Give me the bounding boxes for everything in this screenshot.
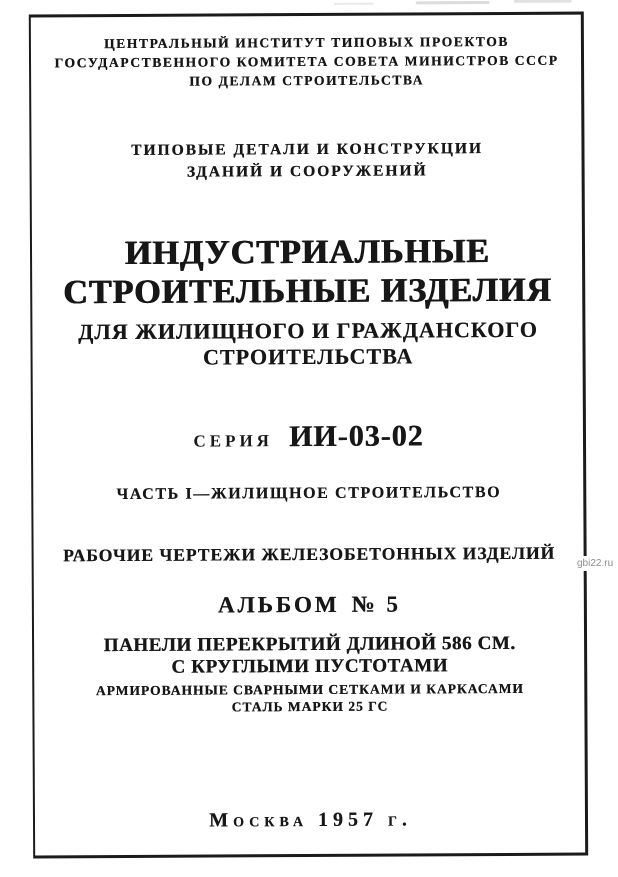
reinforcement-subtitle	[32, 680, 587, 717]
part-line: ЧАСТЬ I—ЖИЛИЩНОЕ СТРОИТЕЛЬСТВО	[116, 483, 502, 504]
org-line-3: ПО ДЕЛАМ СТРОИТЕЛЬСТВА	[189, 72, 425, 89]
org-line-1: ЦЕНТРАЛЬНЫЙ ИНСТИТУТ ТИПОВЫХ ПРОЕКТОВ	[103, 33, 509, 52]
working-drawings-line: РАБОЧИЕ ЧЕРТЕЖИ ЖЕЛЕЗОБЕТОННЫХ ИЗДЕЛИЙ	[63, 542, 556, 566]
series-line	[31, 419, 586, 456]
panel-title-line-2: С КРУГЛЫМИ ПУСТОТАМИ	[171, 655, 449, 678]
album-number: № 5	[351, 591, 401, 617]
album-label: АЛЬБОМ	[217, 591, 340, 618]
reinforcement-line-1: АРМИРОВАННЫЕ СВАРНЫМИ СЕТКАМИ И КАРКАСАМИ	[95, 680, 524, 699]
series-label: СЕРИЯ	[193, 431, 273, 451]
title-subtitle	[30, 317, 585, 372]
subtitle-line-2: СТРОИТЕЛЬСТВА	[202, 343, 414, 370]
main-title-line-1: ИНДУСТРИАЛЬНЫЕ	[124, 233, 491, 272]
site-watermark: gbi22.ru	[574, 556, 615, 571]
main-title-line-2: СТРОИТЕЛЬНЫЕ ИЗДЕЛИЯ	[63, 271, 553, 312]
typical-details-line-2: ЗДАНИЙ И СООРУЖЕНИЙ	[186, 162, 428, 181]
org-line-2: ГОСУДАРСТВЕННОГО КОМИТЕТА СОВЕТА МИНИСТРОВ СССР	[54, 52, 559, 71]
imprint-city-year: Москва 1957 г.	[209, 808, 412, 832]
typical-details-heading	[29, 138, 584, 185]
main-title	[30, 232, 585, 313]
scan-smudge	[334, 3, 374, 5]
panel-title-line-1: ПАНЕЛИ ПЕРЕКРЫТИЙ ДЛИНОЙ 586 СМ.	[103, 632, 516, 657]
scan-smudge	[514, 0, 572, 3]
panel-title	[32, 633, 587, 680]
series-code: ИИ-03-02	[288, 419, 424, 454]
typical-details-line-1: ТИПОВЫЕ ДЕТАЛИ И КОНСТРУКЦИИ	[131, 140, 483, 159]
issuing-organization	[29, 32, 584, 92]
subtitle-line-1: ДЛЯ ЖИЛИЩНОГО И ГРАЖДАНСКОГО	[78, 316, 538, 345]
scan-smudge	[416, 1, 490, 4]
reinforcement-line-2: СТАЛЬ МАРКИ 25 ГС	[231, 698, 389, 715]
album-line	[32, 591, 587, 620]
